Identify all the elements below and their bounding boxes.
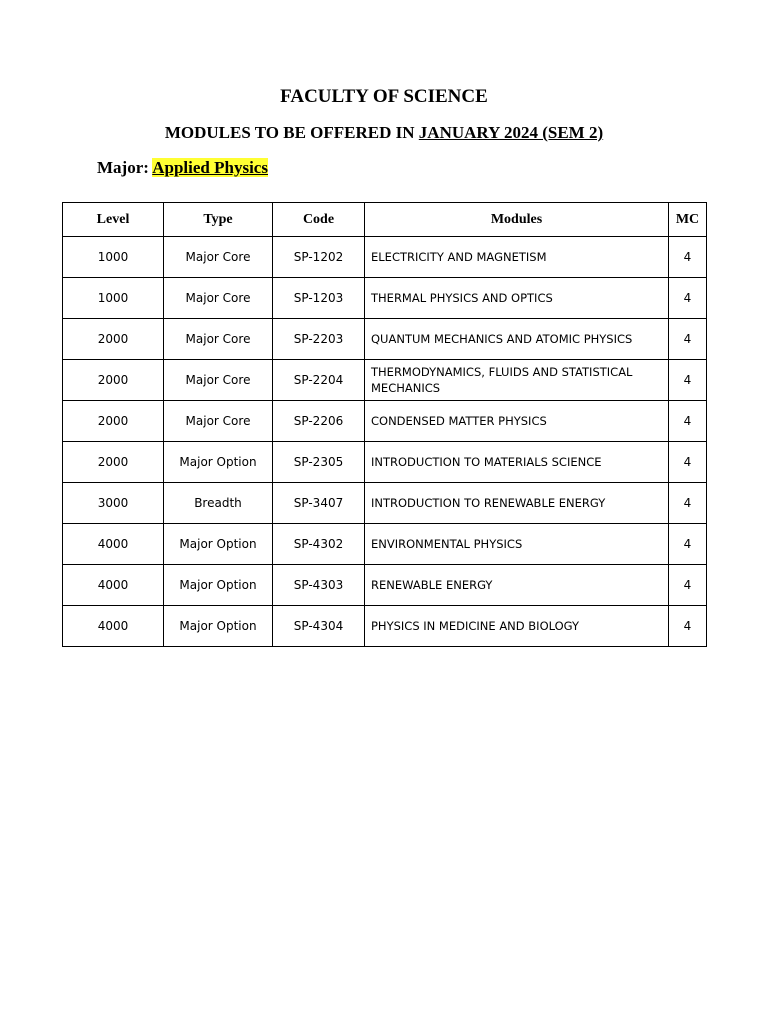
- table-row: [63, 565, 707, 606]
- cell-mc: 4: [669, 606, 707, 647]
- table-row: [63, 237, 707, 278]
- major-value: Applied Physics: [152, 158, 268, 177]
- cell-mc: 4: [669, 360, 707, 401]
- cell-level: 2000: [63, 360, 164, 401]
- table-row: [63, 360, 707, 401]
- cell-mc: 4: [669, 401, 707, 442]
- header-code: Code: [273, 203, 365, 237]
- cell-module: QUANTUM MECHANICS AND ATOMIC PHYSICS: [365, 319, 669, 360]
- major-line: [97, 158, 268, 178]
- table-row: [63, 524, 707, 565]
- cell-type: Major Option: [164, 606, 273, 647]
- cell-module: THERMODYNAMICS, FLUIDS AND STATISTICAL MECHANICS: [365, 360, 669, 401]
- major-label: Major:: [97, 158, 153, 177]
- table-row: [63, 278, 707, 319]
- table-row: [63, 401, 707, 442]
- cell-mc: 4: [669, 565, 707, 606]
- cell-code: SP-2204: [273, 360, 365, 401]
- header-level: Level: [63, 203, 164, 237]
- cell-code: SP-1203: [273, 278, 365, 319]
- cell-mc: 4: [669, 483, 707, 524]
- cell-mc: 4: [669, 278, 707, 319]
- cell-module: RENEWABLE ENERGY: [365, 565, 669, 606]
- table-row: [63, 319, 707, 360]
- cell-code: SP-2206: [273, 401, 365, 442]
- cell-level: 2000: [63, 401, 164, 442]
- cell-level: 1000: [63, 278, 164, 319]
- cell-code: SP-4302: [273, 524, 365, 565]
- cell-module: CONDENSED MATTER PHYSICS: [365, 401, 669, 442]
- header-type: Type: [164, 203, 273, 237]
- cell-level: 4000: [63, 606, 164, 647]
- cell-code: SP-1202: [273, 237, 365, 278]
- cell-type: Major Option: [164, 565, 273, 606]
- page-title: FACULTY OF SCIENCE: [280, 86, 488, 107]
- cell-code: SP-3407: [273, 483, 365, 524]
- cell-level: 3000: [63, 483, 164, 524]
- table-row: [63, 442, 707, 483]
- cell-type: Major Core: [164, 278, 273, 319]
- cell-mc: 4: [669, 237, 707, 278]
- cell-module: PHYSICS IN MEDICINE AND BIOLOGY: [365, 606, 669, 647]
- cell-code: SP-4303: [273, 565, 365, 606]
- cell-type: Breadth: [164, 483, 273, 524]
- cell-code: SP-4304: [273, 606, 365, 647]
- cell-code: SP-2305: [273, 442, 365, 483]
- cell-type: Major Option: [164, 442, 273, 483]
- cell-level: 4000: [63, 565, 164, 606]
- cell-type: Major Core: [164, 401, 273, 442]
- cell-module: INTRODUCTION TO RENEWABLE ENERGY: [365, 483, 669, 524]
- cell-module: INTRODUCTION TO MATERIALS SCIENCE: [365, 442, 669, 483]
- table-row: [63, 606, 707, 647]
- cell-mc: 4: [669, 442, 707, 483]
- cell-code: SP-2203: [273, 319, 365, 360]
- subtitle-prefix: MODULES TO BE OFFERED IN: [164, 123, 419, 142]
- cell-module: ENVIRONMENTAL PHYSICS: [365, 524, 669, 565]
- cell-level: 2000: [63, 319, 164, 360]
- cell-mc: 4: [669, 524, 707, 565]
- cell-mc: 4: [669, 319, 707, 360]
- header-modules: Modules: [365, 203, 669, 237]
- table-header-row: [63, 203, 707, 237]
- subtitle-term: JANUARY 2024 (SEM 2): [418, 123, 604, 142]
- cell-type: Major Core: [164, 360, 273, 401]
- cell-type: Major Core: [164, 319, 273, 360]
- cell-level: 2000: [63, 442, 164, 483]
- modules-table: [62, 202, 707, 647]
- page-subtitle: [0, 123, 768, 143]
- cell-level: 4000: [63, 524, 164, 565]
- cell-module: THERMAL PHYSICS AND OPTICS: [365, 278, 669, 319]
- cell-type: Major Core: [164, 237, 273, 278]
- table-row: [63, 483, 707, 524]
- cell-module: ELECTRICITY AND MAGNETISM: [365, 237, 669, 278]
- header-mc: MC: [669, 203, 707, 237]
- cell-level: 1000: [63, 237, 164, 278]
- cell-type: Major Option: [164, 524, 273, 565]
